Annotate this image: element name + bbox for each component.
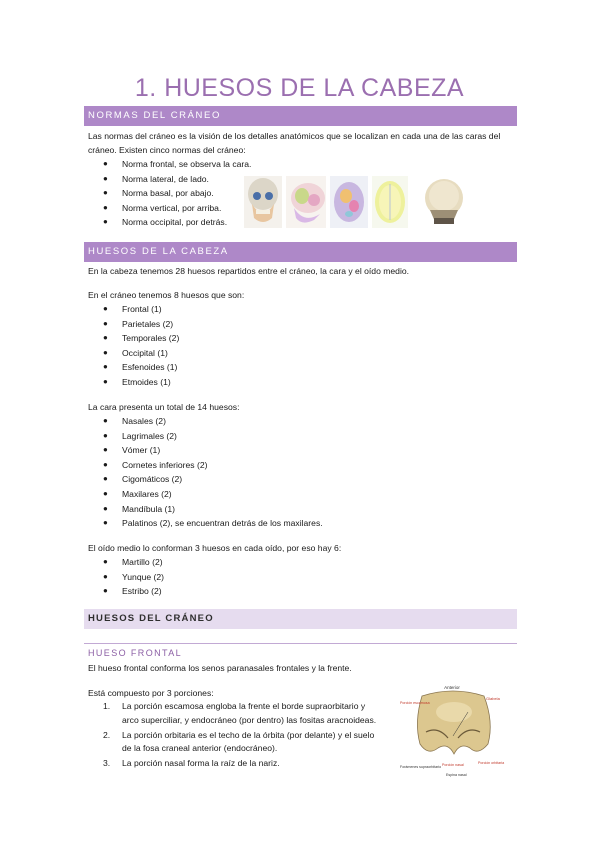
list-item-text: Temporales (2) bbox=[122, 333, 180, 344]
list-item-text: Martillo (2) bbox=[122, 557, 163, 567]
list-item bbox=[86, 215, 251, 230]
figure-label-top: Anterior bbox=[444, 685, 460, 690]
list-item-text: Esfenoides (1) bbox=[122, 362, 178, 373]
list-item-text: Maxilares (2) bbox=[122, 488, 172, 499]
cara-intro: La cara presenta un total de 14 huesos: bbox=[88, 402, 240, 412]
skull-norms-images bbox=[244, 174, 474, 232]
list-item bbox=[86, 317, 179, 332]
list-item-text: Cornetes inferiores (2) bbox=[122, 459, 208, 470]
list-item-text: Norma lateral, de lado. bbox=[122, 173, 209, 184]
bullet-icon: ● bbox=[103, 474, 108, 484]
list-item bbox=[86, 570, 164, 585]
craneo-intro: En el cráneo tenemos 8 huesos que son: bbox=[88, 290, 245, 300]
figure-label-left-red: Porción escamosa bbox=[400, 701, 430, 705]
subsection-heading-frontal: HUESO FRONTAL bbox=[88, 648, 183, 658]
figure-label-bottom-left: Forámenes supraorbitario bbox=[400, 765, 442, 769]
list-item bbox=[86, 555, 164, 570]
item-number: 3. bbox=[103, 758, 111, 768]
item-number: 1. bbox=[103, 701, 111, 711]
list-item bbox=[86, 186, 251, 201]
list-item bbox=[86, 584, 164, 599]
list-item bbox=[86, 472, 323, 487]
list-item-text: Yunque (2) bbox=[122, 571, 165, 582]
list-item bbox=[86, 414, 323, 429]
numbered-item bbox=[86, 700, 396, 727]
item-text-line-1: La porción nasal forma la raíz de la nariz. bbox=[122, 758, 280, 768]
list-item bbox=[86, 360, 179, 375]
porciones-intro: Está compuesto por 3 porciones: bbox=[88, 688, 214, 698]
list-item-text: Lagrimales (2) bbox=[122, 430, 177, 441]
list-item bbox=[86, 375, 179, 390]
subsection-rule bbox=[84, 643, 517, 644]
list-item-text: Mandíbula (1) bbox=[122, 503, 176, 514]
cara-bones-list bbox=[86, 414, 323, 531]
item-number: 2. bbox=[103, 729, 111, 740]
list-item bbox=[86, 201, 251, 216]
bullet-icon: ● bbox=[103, 217, 108, 227]
list-item-text: Palatinos (2), se encuentran detrás de los maxilares. bbox=[122, 518, 323, 529]
skull-lateral-image bbox=[286, 176, 326, 228]
bullet-icon: ● bbox=[103, 304, 108, 313]
bullet-icon: ● bbox=[103, 362, 108, 372]
normas-intro-line-1: Las normas del cráneo es la visión de los detalles anatómicos que se localizan en cada una de las caras del bbox=[88, 131, 501, 141]
numbered-item bbox=[86, 757, 396, 771]
item-text-line-1: La porción orbitaria es el techo de la órbita (por delante) y el suelo bbox=[122, 729, 375, 740]
item-text-line-1: La porción escamosa engloba la frente el borde supraorbitario y bbox=[122, 701, 366, 711]
list-item-text: Frontal (1) bbox=[122, 304, 162, 314]
porciones-list bbox=[86, 700, 396, 772]
list-item-text: Parietales (2) bbox=[122, 318, 174, 329]
list-item-text: Norma vertical, por arriba. bbox=[122, 202, 222, 213]
skull-occipital-image bbox=[420, 176, 470, 228]
bullet-icon: ● bbox=[103, 459, 108, 469]
bullet-icon: ● bbox=[103, 571, 108, 581]
figure-label-bottom-left-red: Porción nasal bbox=[442, 763, 464, 767]
list-item bbox=[86, 346, 179, 361]
frontal-intro: El hueso frontal conforma los senos paranasales frontales y la frente. bbox=[88, 663, 352, 673]
list-item-text: Etmoides (1) bbox=[122, 376, 171, 387]
list-item-text: Vómer (1) bbox=[122, 445, 161, 456]
bullet-icon: ● bbox=[103, 416, 108, 425]
page-title: 1. HUESOS DE LA CABEZA bbox=[134, 74, 465, 102]
skull-basal-image bbox=[330, 176, 368, 228]
oido-intro: El oído medio lo conforman 3 huesos en cada oído, por eso hay 6: bbox=[88, 543, 342, 553]
item-text-line-2: arco superciliar, y endocráneo (por dentro) las fositas aracnoideas. bbox=[122, 714, 377, 725]
item-text-line-2: de la fosa craneal anterior (endocráneo). bbox=[122, 743, 278, 753]
craneo-bones-list bbox=[86, 302, 179, 390]
list-item bbox=[86, 429, 323, 444]
bullet-icon: ● bbox=[103, 430, 108, 440]
list-item-text: Occipital (1) bbox=[122, 347, 168, 358]
bullet-icon: ● bbox=[103, 347, 108, 357]
section-heading-huesos-craneo: HUESOS DEL CRÁNEO bbox=[84, 609, 517, 629]
list-item bbox=[86, 331, 179, 346]
list-item-text: Norma occipital, por detrás. bbox=[122, 217, 228, 228]
figure-label-bottom-center: Espina nasal bbox=[446, 773, 467, 777]
list-item bbox=[86, 502, 323, 517]
normas-intro-line-2: cráneo. Existen cinco normas del cráneo: bbox=[88, 145, 246, 155]
bullet-icon: ● bbox=[103, 159, 108, 168]
list-item-text: Cigomáticos (2) bbox=[122, 474, 183, 485]
bullet-icon: ● bbox=[103, 445, 108, 455]
bullet-icon: ● bbox=[103, 503, 108, 513]
list-item bbox=[86, 516, 323, 531]
normas-list bbox=[86, 157, 251, 230]
list-item-text: Estribo (2) bbox=[122, 586, 162, 597]
bullet-icon: ● bbox=[103, 518, 108, 528]
skull-frontal-image bbox=[244, 176, 282, 228]
bullet-icon: ● bbox=[103, 488, 108, 498]
list-item bbox=[86, 443, 323, 458]
list-item bbox=[86, 172, 251, 187]
bullet-icon: ● bbox=[103, 333, 108, 343]
list-item-text: Norma basal, por abajo. bbox=[122, 188, 214, 199]
section-heading-normas: NORMAS DEL CRÁNEO bbox=[84, 106, 517, 126]
figure-label-right: Glabela bbox=[486, 696, 500, 701]
bullet-icon: ● bbox=[103, 557, 108, 566]
figure-label-bottom-right-red: Porción orbitaria bbox=[478, 761, 505, 765]
list-item bbox=[86, 458, 323, 473]
bullet-icon: ● bbox=[103, 318, 108, 328]
list-item bbox=[86, 157, 251, 172]
numbered-item bbox=[86, 729, 396, 756]
list-item bbox=[86, 487, 323, 502]
bullet-icon: ● bbox=[103, 202, 108, 212]
frontal-bone-figure bbox=[398, 682, 508, 778]
oido-bones-list bbox=[86, 555, 164, 599]
bullet-icon: ● bbox=[103, 188, 108, 198]
list-item bbox=[86, 302, 179, 317]
section-heading-huesos-cabeza: HUESOS DE LA CABEZA bbox=[84, 242, 517, 262]
skull-vertical-image bbox=[372, 176, 408, 228]
list-item-text: Nasales (2) bbox=[122, 416, 166, 426]
bullet-icon: ● bbox=[103, 586, 108, 596]
list-item-text: Norma frontal, se observa la cara. bbox=[122, 159, 252, 169]
bullet-icon: ● bbox=[103, 376, 108, 386]
huesos-cabeza-intro: En la cabeza tenemos 28 huesos repartidos entre el cráneo, la cara y el oído medio. bbox=[88, 266, 410, 276]
bullet-icon: ● bbox=[103, 173, 108, 183]
